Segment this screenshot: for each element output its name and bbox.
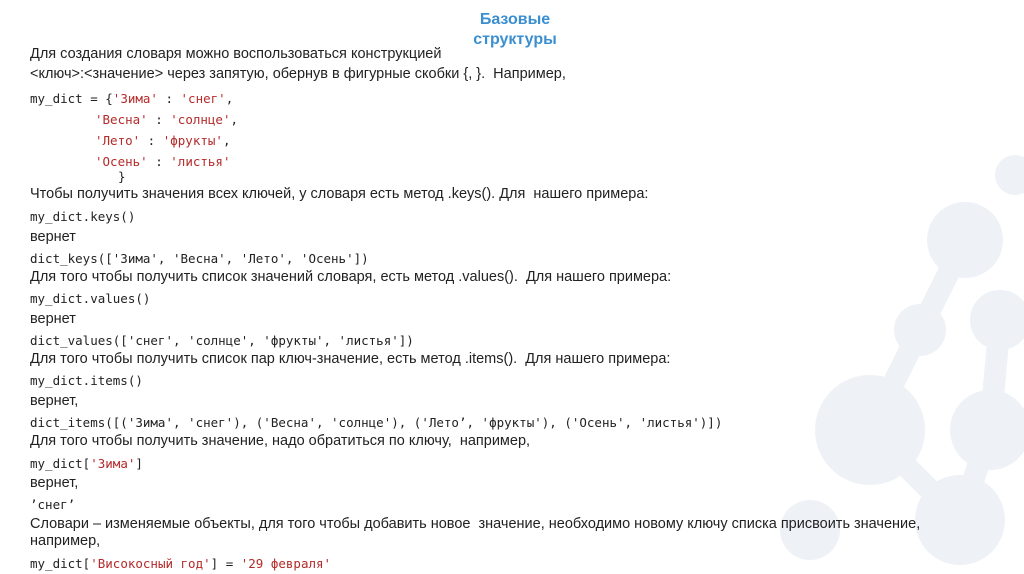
code-token: :: [140, 133, 163, 148]
text-line: Словари – изменяемые объекты, для того чтобы добавить новое значение, необходимо новому ключу списка присвоить значение,: [30, 516, 921, 532]
code-line: dict_values(['снег', 'солнце', 'фрукты', 'листья']): [30, 333, 414, 348]
code-line: dict_keys(['Зима', 'Весна', 'Лето', 'Осень']): [30, 251, 369, 266]
code-line: dict_items([('Зима', 'снег'), ('Весна', 'солнце'), ('Лето’, 'фрукты'), ('Осень', 'листья')]): [30, 415, 723, 430]
code-line: my_dict.keys(): [30, 209, 136, 224]
code-token: ]: [135, 456, 143, 471]
code-line: [30, 456, 143, 471]
code-token: my_dict[: [30, 556, 91, 571]
code-line: [30, 556, 331, 571]
text-line: Для того чтобы получить список значений словаря, есть метод .values(). Для нашего примера:: [30, 269, 672, 285]
text-line: вернет: [30, 229, 76, 245]
text-line: Для того чтобы получить список пар ключ-значение, есть метод .items(). Для нашего примера:: [30, 351, 671, 367]
text-line: вернет,: [30, 393, 79, 409]
code-line: my_dict.items(): [30, 373, 143, 388]
text-line: Чтобы получить значения всех ключей, у словаря есть метод .keys(). Для нашего примера:: [30, 186, 649, 202]
slide-title: Базовые структуры: [473, 11, 557, 48]
string-literal: 'фрукты': [162, 133, 223, 148]
code-token: my_dict = {: [30, 91, 113, 106]
code-token: :: [147, 112, 171, 127]
string-literal: 'снег': [180, 91, 226, 106]
string-literal: 'листья': [170, 154, 231, 169]
code-token: my_dict[: [30, 456, 91, 471]
code-line: }: [118, 169, 126, 184]
text-line: <ключ>:<значение> через запятую, обернув в фигурные скобки {, }. Например,: [30, 66, 566, 82]
code-line: my_dict.values(): [30, 291, 151, 306]
text-line: вернет: [30, 311, 76, 327]
string-literal: 'Високосный год': [90, 556, 211, 571]
string-literal: 'Зима': [112, 91, 158, 106]
string-literal: 'Зима': [90, 456, 136, 471]
text-line: вернет,: [30, 475, 79, 491]
code-token: :: [147, 154, 171, 169]
string-literal: 'Лето': [95, 133, 141, 148]
text-line: Для того чтобы получить значение, надо обратиться по ключу, например,: [30, 433, 531, 449]
string-literal: 'Весна': [95, 112, 148, 127]
code-token: ,: [222, 133, 231, 148]
string-literal: 'солнце': [170, 112, 231, 127]
code-token: ] =: [210, 556, 241, 571]
code-line: [95, 154, 230, 169]
code-line: [95, 112, 238, 127]
code-token: ,: [230, 112, 239, 127]
text-line: например,: [30, 533, 101, 549]
code-line: ’снег’: [30, 497, 76, 512]
string-literal: '29 февраля': [240, 556, 332, 571]
code-token: :: [157, 91, 181, 106]
code-line: [95, 133, 230, 148]
text-line: Для создания словаря можно воспользоваться конструкцией: [30, 46, 442, 62]
string-literal: 'Осень': [95, 154, 148, 169]
code-line: [30, 91, 233, 106]
code-token: ,: [225, 91, 234, 106]
